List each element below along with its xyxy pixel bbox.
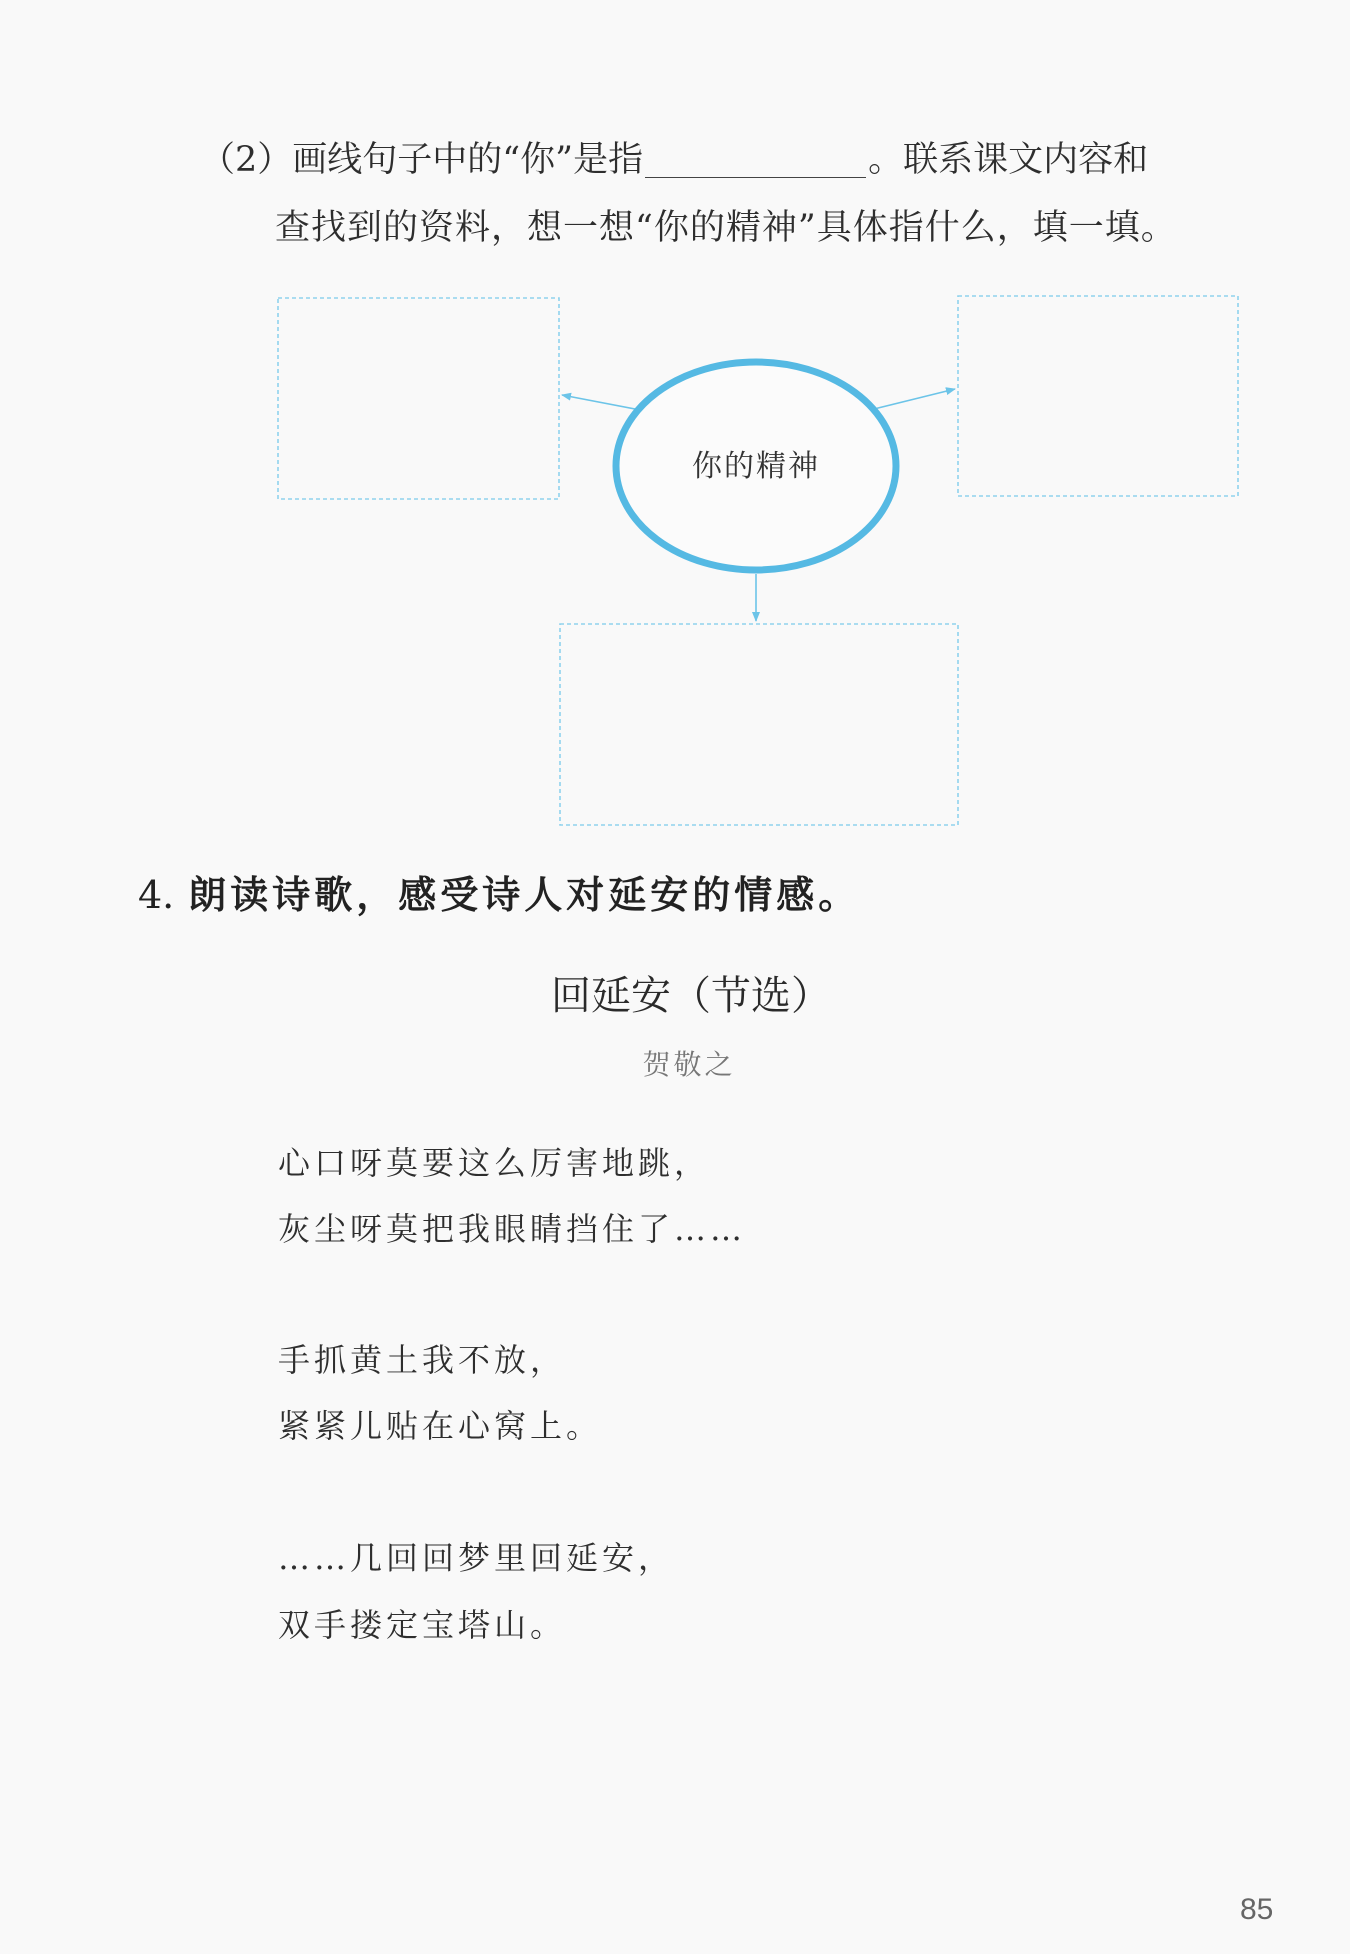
question-2-text-after-blank: 。联系课文内容和 <box>868 140 1149 180</box>
page-number: 85 <box>1240 1893 1274 1926</box>
poem-line: 心口呀莫要这么厉害地跳， <box>278 1144 711 1182</box>
question-4-text: 朗读诗歌，感受诗人对延安的情感。 <box>188 872 861 917</box>
poem-line: 紧紧儿贴在心窝上。 <box>278 1407 603 1445</box>
question-2-label: （2） <box>200 140 293 180</box>
poem-line: 双手搂定宝塔山。 <box>278 1606 567 1644</box>
poem-line: 灰尘呀莫把我眼睛挡住了…… <box>278 1210 747 1248</box>
center-label: 你的精神 <box>692 449 820 484</box>
poem-line: ……几回回梦里回延安， <box>278 1539 675 1577</box>
poem-title: 回延安（节选） <box>551 973 831 1019</box>
question-2-line-2: 查找到的资料，想一想“你的精神”具体指什么，填一填。 <box>275 208 1177 248</box>
arrow-to-right-box <box>874 389 955 409</box>
question-2-text-before-blank: 画线句子中的“你”是指 <box>292 140 644 180</box>
answer-box-bottom <box>560 624 958 825</box>
arrow-to-left-box <box>562 395 640 410</box>
answer-box-left <box>278 298 559 499</box>
question-4-heading <box>138 873 860 917</box>
spirit-mind-map <box>0 0 1350 900</box>
answer-box-right <box>958 296 1238 496</box>
poem-author: 贺敬之 <box>642 1048 736 1081</box>
poem-line: 手抓黄土我不放， <box>278 1341 567 1379</box>
question-4-number: 4. <box>138 873 175 917</box>
